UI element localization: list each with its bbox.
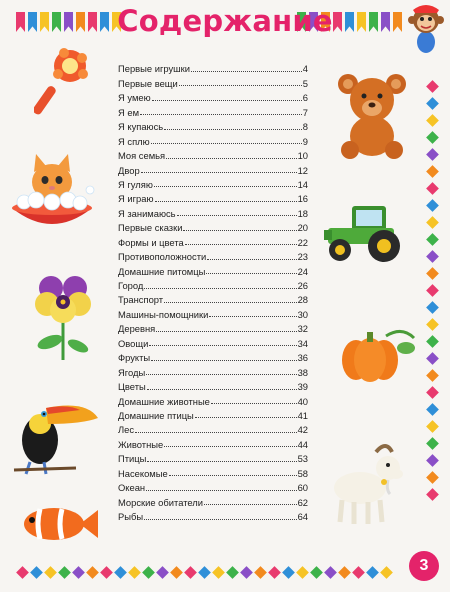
toc-entry bbox=[118, 60, 308, 74]
toc-entry-title: Домашние животные bbox=[118, 395, 210, 407]
toc-entry bbox=[118, 493, 308, 507]
toc-entry-title: Первые сказки bbox=[118, 222, 183, 234]
toc-entry-page: 9 bbox=[302, 135, 308, 147]
toc-entry-page: 7 bbox=[302, 106, 308, 118]
toc-entry bbox=[118, 190, 308, 204]
toc-entry-title: Океан bbox=[118, 482, 146, 494]
toc-entry-page: 28 bbox=[297, 294, 308, 306]
diamond-ornament bbox=[426, 335, 439, 348]
diamond-ornament bbox=[142, 566, 155, 579]
diamond-ornament bbox=[426, 233, 439, 246]
toc-entry-title: Я играю bbox=[118, 193, 154, 205]
toc-leader-dots bbox=[179, 85, 302, 86]
diamond-ornament bbox=[366, 566, 379, 579]
toc-leader-dots bbox=[146, 490, 296, 491]
diamond-ornament bbox=[426, 131, 439, 144]
diamond-ornament bbox=[184, 566, 197, 579]
toc-entry-title: Формы и цвета bbox=[118, 236, 184, 248]
diamond-ornament bbox=[426, 97, 439, 110]
toc-leader-dots bbox=[177, 215, 297, 216]
toc-leader-dots bbox=[154, 186, 297, 187]
goat-icon bbox=[330, 442, 414, 528]
toc-entry bbox=[118, 363, 308, 377]
diamond-ornament bbox=[426, 403, 439, 416]
diamond-ornament bbox=[426, 148, 439, 161]
toc-entry bbox=[118, 118, 308, 132]
toc-entry-page: 8 bbox=[302, 121, 308, 133]
toc-entry-page: 60 bbox=[297, 482, 308, 494]
toc-entry-page: 42 bbox=[297, 424, 308, 436]
toc-entry-title: Город bbox=[118, 280, 144, 291]
diamond-ornament bbox=[426, 437, 439, 450]
toc-leader-dots bbox=[135, 432, 297, 433]
toc-leader-dots bbox=[164, 129, 302, 130]
toc-entry-title: Я умею bbox=[118, 92, 151, 104]
toc-leader-dots bbox=[164, 302, 296, 303]
toc-leader-dots bbox=[141, 172, 297, 173]
diamond-ornament bbox=[426, 386, 439, 399]
toc-entry bbox=[118, 147, 308, 161]
diamond-ornament bbox=[16, 566, 29, 579]
diamond-ornament bbox=[426, 420, 439, 433]
toc-entry-title: Первые игрушки bbox=[118, 63, 191, 75]
toc-entry-page: 18 bbox=[297, 207, 308, 219]
toc-leader-dots bbox=[147, 389, 297, 390]
diamond-ornament bbox=[240, 566, 253, 579]
monkey-mascot-icon bbox=[406, 2, 446, 56]
toc-leader-dots bbox=[149, 345, 296, 346]
pumpkin-icon bbox=[326, 322, 418, 384]
toc-entry bbox=[118, 277, 308, 291]
pansy-flower-icon bbox=[34, 272, 92, 364]
toc-leader-dots bbox=[183, 230, 296, 231]
toc-entry-page: 26 bbox=[297, 280, 308, 291]
toc-leader-dots bbox=[140, 114, 302, 115]
toc-entry-title: Животные bbox=[118, 438, 164, 450]
toc-entry-title: Я купаюсь bbox=[118, 121, 164, 133]
toc-entry-page: 14 bbox=[297, 178, 308, 190]
toc-entry-page: 62 bbox=[297, 496, 308, 508]
diamond-ornament bbox=[426, 284, 439, 297]
toc-entry-page: 44 bbox=[297, 438, 308, 450]
toc-leader-dots bbox=[155, 201, 297, 202]
toc-entry bbox=[118, 421, 308, 435]
toc-entry-page: 6 bbox=[302, 92, 308, 104]
toc-leader-dots bbox=[204, 504, 297, 505]
diamond-ornament bbox=[296, 566, 309, 579]
toc-entry-page: 58 bbox=[297, 467, 308, 479]
toc-entry bbox=[118, 392, 308, 406]
toc-entry-title: Ягоды bbox=[118, 366, 146, 378]
diamond-ornament bbox=[426, 182, 439, 195]
diamond-border-bottom bbox=[18, 568, 391, 580]
diamond-ornament bbox=[310, 566, 323, 579]
toc-entry-page: 24 bbox=[297, 265, 308, 277]
toc-entry-title: Я ем bbox=[118, 106, 140, 118]
toc-entry-title: Транспорт bbox=[118, 294, 164, 306]
toc-leader-dots bbox=[151, 143, 302, 144]
diamond-ornament bbox=[426, 80, 439, 93]
diamond-ornament bbox=[426, 369, 439, 382]
diamond-ornament bbox=[128, 566, 141, 579]
clownfish-icon bbox=[14, 500, 98, 546]
diamond-ornament bbox=[426, 165, 439, 178]
toc-entry bbox=[118, 248, 308, 262]
toc-leader-dots bbox=[147, 461, 296, 462]
toc-entry-title: Насекомые bbox=[118, 467, 168, 479]
toc-entry bbox=[118, 161, 308, 175]
toc-entry bbox=[118, 262, 308, 276]
toc-entry-page: 22 bbox=[297, 236, 308, 248]
toc-entry-page: 23 bbox=[297, 251, 308, 263]
toc-leader-dots bbox=[191, 71, 302, 72]
toc-entry-title: Первые вещи bbox=[118, 77, 178, 89]
toc-entry bbox=[118, 378, 308, 392]
rattle-icon bbox=[34, 44, 90, 116]
toc-entry bbox=[118, 305, 308, 319]
toc-entry-title: Овощи bbox=[118, 337, 149, 349]
toc-leader-dots bbox=[152, 100, 302, 101]
toc-leader-dots bbox=[156, 331, 296, 332]
toc-entry-page: 16 bbox=[297, 193, 308, 205]
toc-entry-title: Птицы bbox=[118, 453, 147, 465]
diamond-ornament bbox=[72, 566, 85, 579]
toc-leader-dots bbox=[166, 158, 296, 159]
toc-entry-page: 30 bbox=[297, 308, 308, 320]
diamond-ornament bbox=[426, 352, 439, 365]
toc-entry-title: Я занимаюсь bbox=[118, 207, 176, 219]
diamond-ornament bbox=[426, 114, 439, 127]
toc-entry-title: Лес bbox=[118, 424, 135, 436]
toc-entry bbox=[118, 334, 308, 348]
toc-entry bbox=[118, 89, 308, 103]
toc-entry-title: Домашние питомцы bbox=[118, 265, 206, 277]
diamond-ornament bbox=[426, 318, 439, 331]
toc-entry bbox=[118, 508, 308, 522]
toc-entry bbox=[118, 132, 308, 146]
tractor-icon bbox=[322, 200, 412, 264]
toc-entry bbox=[118, 219, 308, 233]
toc-leader-dots bbox=[211, 403, 297, 404]
diamond-ornament bbox=[426, 488, 439, 501]
diamond-ornament bbox=[324, 566, 337, 579]
toc-entry-page: 39 bbox=[297, 381, 308, 393]
toc-leader-dots bbox=[195, 417, 297, 418]
toc-entry-page: 34 bbox=[297, 337, 308, 349]
toc-entry bbox=[118, 450, 308, 464]
toc-leader-dots bbox=[209, 316, 296, 317]
toc-entry-title: Домашние птицы bbox=[118, 409, 194, 421]
diamond-ornament bbox=[426, 216, 439, 229]
teddy-bear-icon bbox=[334, 70, 410, 160]
diamond-ornament bbox=[254, 566, 267, 579]
diamond-ornament bbox=[426, 199, 439, 212]
diamond-ornament bbox=[156, 566, 169, 579]
toc-entry bbox=[118, 479, 308, 493]
toc-leader-dots bbox=[206, 273, 296, 274]
diamond-ornament bbox=[426, 301, 439, 314]
toc-entry bbox=[118, 176, 308, 190]
toc-leader-dots bbox=[146, 374, 296, 375]
toc-entry-title: Моя семья bbox=[118, 150, 166, 162]
toc-entry-title: Фрукты bbox=[118, 352, 151, 364]
page-number-badge bbox=[409, 551, 439, 581]
diamond-ornament bbox=[268, 566, 281, 579]
toc-entry-title: Двор bbox=[118, 164, 140, 176]
toc-entry-page: 40 bbox=[297, 395, 308, 407]
toc-entry-title: Морские обитатели bbox=[118, 496, 204, 508]
table-of-contents bbox=[118, 60, 308, 522]
toc-entry bbox=[118, 233, 308, 247]
toc-leader-dots bbox=[164, 446, 296, 447]
toc-entry bbox=[118, 103, 308, 117]
diamond-ornament bbox=[114, 566, 127, 579]
toc-entry bbox=[118, 464, 308, 478]
toc-entry bbox=[118, 349, 308, 363]
toc-entry bbox=[118, 291, 308, 305]
toc-entry-page: 12 bbox=[297, 164, 308, 176]
toc-entry bbox=[118, 204, 308, 218]
diamond-ornament bbox=[30, 566, 43, 579]
diamond-ornament bbox=[426, 250, 439, 263]
toc-entry-title: Я гуляю bbox=[118, 178, 153, 190]
toc-leader-dots bbox=[169, 475, 297, 476]
toc-entry bbox=[118, 320, 308, 334]
diamond-ornament bbox=[282, 566, 295, 579]
toc-entry-page: 41 bbox=[297, 409, 308, 421]
diamond-ornament bbox=[380, 566, 393, 579]
toc-entry-title: Рыбы bbox=[118, 511, 144, 522]
diamond-ornament bbox=[100, 566, 113, 579]
diamond-ornament bbox=[58, 566, 71, 579]
diamond-ornament bbox=[426, 267, 439, 280]
diamond-border-right bbox=[428, 82, 440, 507]
toc-leader-dots bbox=[151, 360, 296, 361]
diamond-ornament bbox=[352, 566, 365, 579]
diamond-ornament bbox=[198, 566, 211, 579]
diamond-ornament bbox=[426, 454, 439, 467]
diamond-ornament bbox=[226, 566, 239, 579]
toc-entry-page: 36 bbox=[297, 352, 308, 364]
kitten-in-bath-icon bbox=[8, 150, 96, 238]
toc-entry-page: 20 bbox=[297, 222, 308, 234]
toc-entry-title: Деревня bbox=[118, 323, 156, 335]
toc-entry-title: Я сплю bbox=[118, 135, 150, 147]
diamond-ornament bbox=[426, 471, 439, 484]
toc-entry-title: Цветы bbox=[118, 381, 146, 393]
toc-entry-title: Противоположности bbox=[118, 251, 207, 263]
toc-entry bbox=[118, 74, 308, 88]
toc-entry-title: Машины-помощники bbox=[118, 308, 209, 320]
diamond-ornament bbox=[44, 566, 57, 579]
toc-entry-page: 5 bbox=[302, 77, 308, 89]
toc-leader-dots bbox=[144, 288, 296, 289]
toc-entry-page: 32 bbox=[297, 323, 308, 335]
toc-entry-page: 38 bbox=[297, 366, 308, 378]
toc-entry-page: 4 bbox=[302, 63, 308, 75]
diamond-ornament bbox=[86, 566, 99, 579]
page-number: 3 bbox=[419, 557, 429, 574]
toc-entry bbox=[118, 407, 308, 421]
toc-leader-dots bbox=[185, 244, 297, 245]
diamond-ornament bbox=[212, 566, 225, 579]
toc-entry-page: 10 bbox=[297, 150, 308, 162]
page-title: Содержание bbox=[117, 4, 333, 38]
toc-entry-page: 53 bbox=[297, 453, 308, 465]
diamond-ornament bbox=[338, 566, 351, 579]
toc-leader-dots bbox=[207, 259, 296, 260]
diamond-ornament bbox=[170, 566, 183, 579]
toc-entry bbox=[118, 435, 308, 449]
toc-leader-dots bbox=[144, 519, 296, 520]
toc-entry-page: 64 bbox=[297, 511, 308, 522]
toucan-icon bbox=[8, 394, 100, 476]
